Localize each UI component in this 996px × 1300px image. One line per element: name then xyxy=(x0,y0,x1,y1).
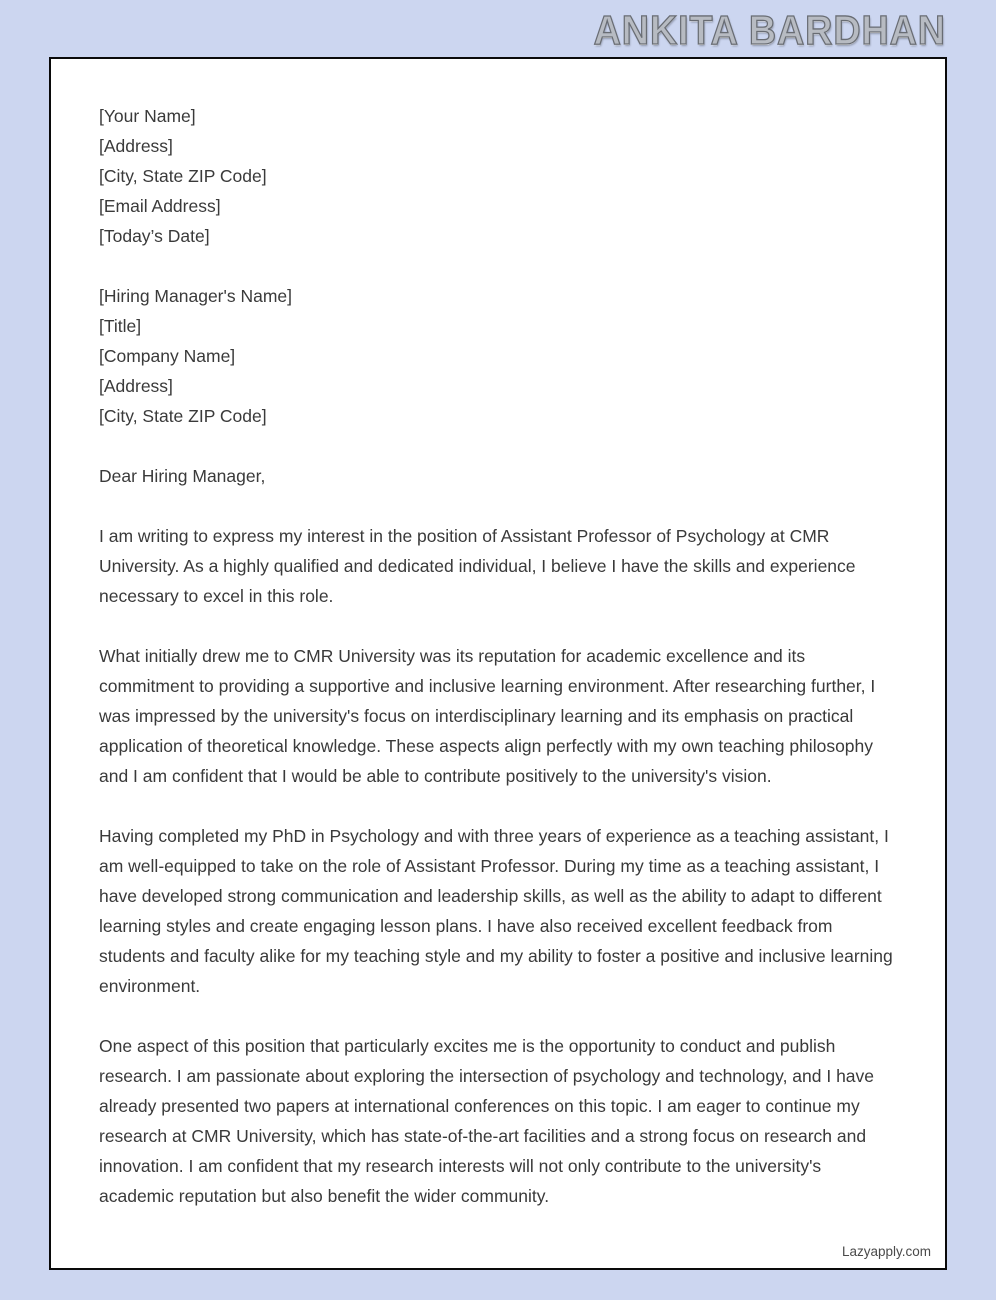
salutation xyxy=(99,461,897,491)
sender-date-line: [Today’s Date] xyxy=(99,226,210,246)
sender-email-line: [Email Address] xyxy=(99,196,221,216)
lazyapply-watermark: Lazyapply.com xyxy=(838,1243,935,1260)
paragraph-motivation: What initially drew me to CMR University was its reputation for academic excellence and its commitment to providing a supportive and inclusive learning environment. After researching further, I was impressed by the university's focus on interdisciplinary learning and its emphasis on practical application of theoretical knowledge. These aspects align perfectly with my own teaching philosophy and I am confident that I would be able to contribute positively to the university's vision. xyxy=(99,646,876,786)
sender-city-line: [City, State ZIP Code] xyxy=(99,166,267,186)
recipient-address-block xyxy=(99,281,897,431)
letter-page xyxy=(49,57,947,1270)
sender-address-line: [Address] xyxy=(99,136,173,156)
recipient-company-line: [Company Name] xyxy=(99,346,236,366)
sender-name-line: [Your Name] xyxy=(99,106,196,126)
recipient-name-line: [Hiring Manager's Name] xyxy=(99,286,292,306)
sender-address-block xyxy=(99,101,897,251)
brand-header xyxy=(563,6,946,54)
recipient-title-line: [Title] xyxy=(99,316,142,336)
paragraph-experience: Having completed my PhD in Psychology and with three years of experience as a teaching assistant, I am well-equipped to take on the role of Assistant Professor. During my time as a teaching assistant, I have developed strong communication and leadership skills, as well as the ability to adapt to different learning styles and create engaging lesson plans. I have also received excellent feedback from students and faculty alike for my teaching style and my ability to foster a positive and inclusive learning environment. xyxy=(99,826,893,996)
brand-name: ANKITA BARDHAN xyxy=(593,6,946,53)
salutation-line: Dear Hiring Manager, xyxy=(99,466,266,486)
paragraph-intro: I am writing to express my interest in the position of Assistant Professor of Psychology at CMR University. As a highly qualified and dedicated individual, I believe I have the skills and experience necessary to excel in this role. xyxy=(99,526,856,606)
recipient-address-line: [Address] xyxy=(99,376,173,396)
paragraph-research: One aspect of this position that particularly excites me is the opportunity to conduct and publish research. I am passionate about exploring the intersection of psychology and technology, and I have already presented two papers at international conferences on this topic. I am eager to continue my research at CMR University, which has state-of-the-art facilities and a strong focus on research and innovation. I am confident that my research interests will not only contribute to the university's academic reputation but also benefit the wider community. xyxy=(99,1036,875,1206)
letter-body xyxy=(51,59,945,1211)
recipient-city-line: [City, State ZIP Code] xyxy=(99,406,267,426)
